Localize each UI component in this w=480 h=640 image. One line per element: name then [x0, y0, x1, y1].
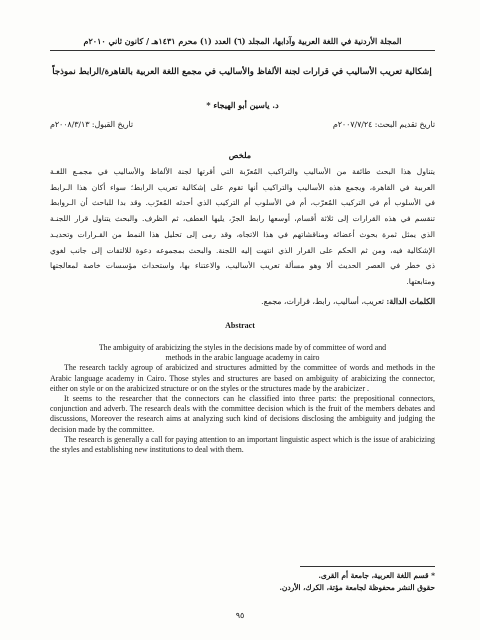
keywords-text: تعريب، أساليب، رابط، قرارات، مجمع.: [261, 297, 384, 306]
acceptance-date: تاريخ القبول: ٢٠٠٨/٣/١٣م: [50, 120, 134, 129]
author-name: د. ياسين أبو الهيجاء *: [206, 100, 279, 110]
submission-date: تاريخ تقديم البحث: ٢٠٠٧/٧/٢٤م: [332, 120, 435, 129]
arabic-abstract-line: ذي خطر في العصر الحديث ألا وهو مسألة تعريب الأساليب، والاعتناء بها، واستحداث مؤسسات خاصة لمعالجتها: [50, 261, 435, 271]
english-abstract-paragraph: The research is generally a call for paying attention to an important linguistic aspect which is the issue of arabicizing the styles and establishing new institutions to deal with them.: [50, 434, 435, 455]
footnotes: [50, 570, 435, 594]
arabic-abstract-line: الذي يمثل ثمرة بحوث أعضائه ومناقشاتهم في هذا الاتجاه، وقد رمى إلى تحليل هذا النمط من القـرارات وتحديـد: [50, 229, 435, 239]
english-abstract-intro-center: methods in the arabic language academy in cairo: [165, 353, 320, 363]
arabic-abstract-line: تنقسم في هذه القرارات إلى ثلاثة أقسام، أوسعها رابط الجرّ، يليها العطف، ثم الظرف. والبحث يتناول قرار اللجنـة: [50, 214, 435, 224]
arabic-abstract-heading: ملخص: [228, 150, 252, 160]
english-abstract-body: [50, 343, 435, 455]
arabic-abstract-line: ومتابعتها.: [406, 276, 435, 286]
english-abstract-paragraph: It seems to the researcher that the connectors can he classified into three parts: the prepositional connectors, conjunction and adverb. The research deals with the committee decision which is the fruit of the members debates and discussions, Moreover the research aims at analyzing such kind of decisions disclosing the ambiguity and judging the decision made by the committee.: [50, 394, 435, 434]
arabic-abstract-body: [50, 164, 435, 290]
keywords: [50, 297, 435, 306]
english-abstract-intro: The ambiguity of arabicizing the styles in the decisions made by of committee of word and: [98, 343, 387, 352]
footnote-affiliation: * قسم اللغة العربية، جامعة أم القرى.: [318, 571, 435, 580]
journal-header: المجلة الأردنية في اللغة العربية وآدابها، المجلد (٦) العدد (١) محرم ١٤٣١هـ / كانون ثاني ٢٠١٠م: [83, 36, 402, 46]
footnote-divider: [300, 566, 435, 567]
page-number: ٩٥: [235, 611, 245, 620]
arabic-abstract-line: في الأسلوب أم في التركيب المُعرّب، أم في الأسلوب أم التركيب الذي أحدثه المُعرّب. وقد بدا للباحث أن الـروابط: [50, 198, 435, 208]
english-abstract-paragraph: The research tackly agroup of arabicized and structures admitted by the committee of words and methods in the Arabic language academy in Cairo. Those styles and structures are based on ambiguity of arabicizing the connector, either on style or on the arabicized structure or on the styles or the structures made by the arabicizer .: [50, 363, 435, 393]
english-abstract-heading: Abstract: [225, 321, 255, 330]
keywords-label: الكلمات الدالة:: [386, 297, 435, 306]
arabic-abstract-line: الإشكالية فيه، ومن ثم الحكم على القرار الذي انتهت إليه اللجنة. والبحث بمجموعه دعوة للالتفات إلى جانب لغوي: [50, 245, 435, 255]
header-divider: [50, 50, 435, 51]
arabic-abstract-line: يتناول هذا البحث طائفة من الأساليب والتراكيب المُعرّبة التي أقرتها لجنة الألفاظ والأساليب في مجمـع اللغـة: [50, 167, 435, 176]
paper-title: إشكالية تعريب الأساليب في قرارات لجنة الألفاظ والأساليب في مجمع اللغة العربية بالقاهرة/الرابط نموذجاً: [52, 67, 432, 77]
arabic-abstract-line: العربية في القاهرة، ويجمع هذه الأساليب والتراكيب أنها تقوم على إشكالية تعريب الرابط؛ سواء أكان هذا الـرابط: [50, 182, 435, 192]
footnote-copyright: حقوق النشر محفوظة لجامعة مؤتة، الكرك، الأردن.: [279, 583, 435, 592]
